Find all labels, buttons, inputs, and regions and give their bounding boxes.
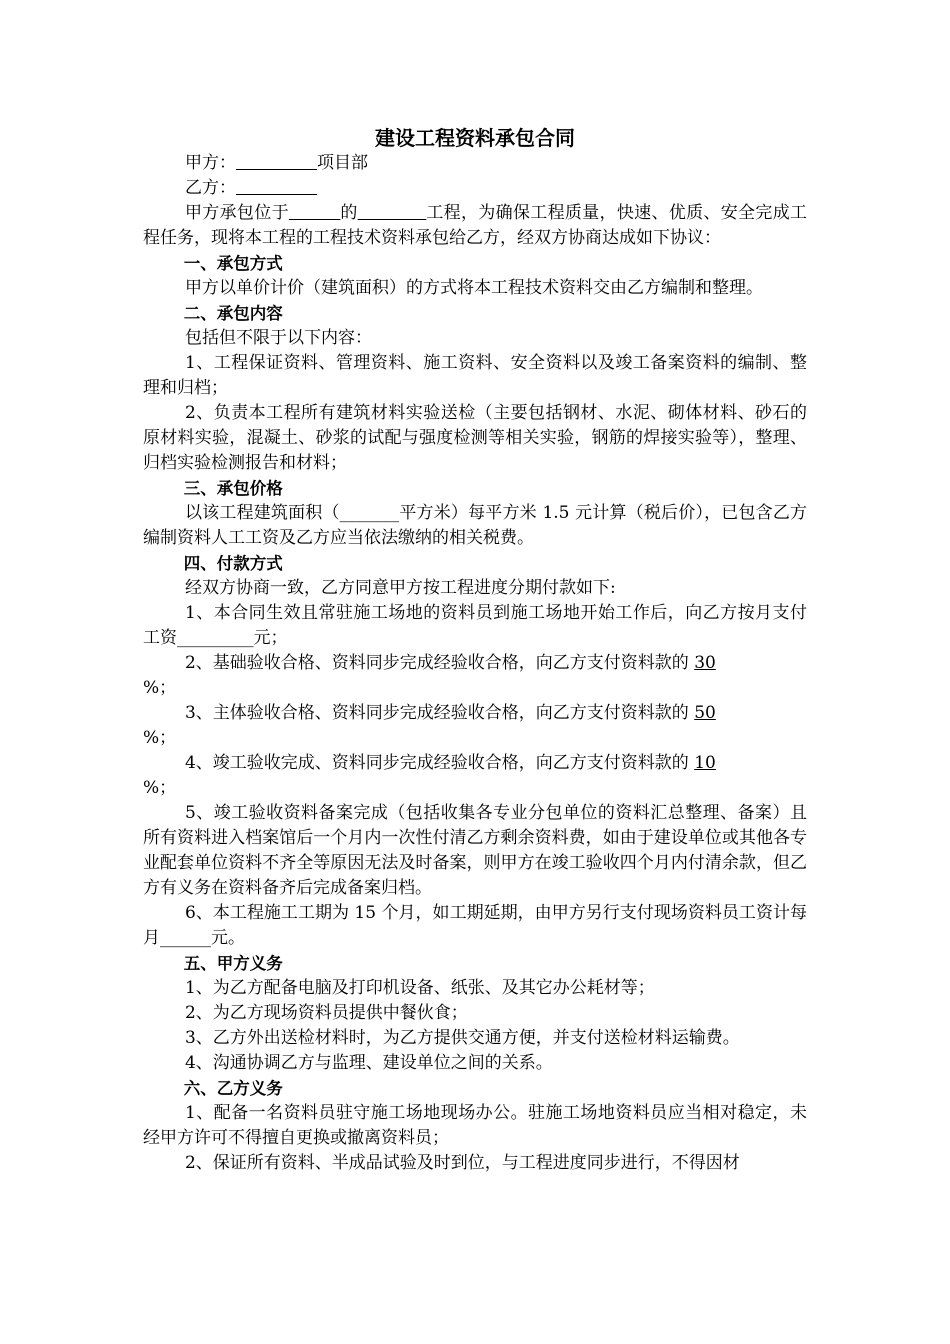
payment-item-4-text: 4、竣工验收完成、资料同步完成经验收合格，向乙方支付资料款的	[184, 753, 695, 773]
party-a-line	[143, 151, 807, 176]
payment-item-4-percent: 10	[694, 753, 716, 773]
price-text-2: 平方米）每平方米 1.5 元计算（税后价），已包含乙方编制资料人工工资及乙方应当依法缴纳的相关税费。	[143, 503, 808, 548]
project-blank	[358, 203, 427, 223]
section-1-heading: 一、承包方式	[183, 254, 283, 273]
section-5-heading: 五、甲方义务	[183, 954, 283, 973]
section-4-heading: 四、付款方式	[183, 554, 283, 573]
section-5-paragraph-3: 3、乙方外出送检材料时，为乙方提供交通方便，并支付送检材料运输费。	[184, 1028, 740, 1048]
intro-text-1: 甲方承包位于	[184, 203, 289, 223]
intro-text-2: 的	[340, 203, 358, 223]
party-b-line	[143, 176, 807, 201]
section-1-paragraph: 甲方以单价计价（建筑面积）的方式将本工程技术资料交由乙方编制和整理。	[184, 278, 763, 298]
section-5-paragraph-2: 2、为乙方现场资料员提供中餐伙食；	[184, 1003, 468, 1023]
payment-item-3	[143, 701, 807, 751]
party-a-suffix: 项目部	[317, 153, 369, 173]
section-2-heading: 二、承包内容	[183, 304, 283, 323]
payment-item-4-unit: %；	[143, 778, 177, 798]
payment-item-1-text: 1、本合同生效且常驻施工场地的资料员到施工场地开始工作后，向乙方按月支付工资	[143, 603, 807, 648]
payment-item-5: 5、竣工验收资料备案完成（包括收集各专业分包单位的资料汇总整理、备案）且所有资料进入档案馆后一个月内一次性付清乙方剩余资料费，如由于建设单位或其他各专业配套单位资料不齐全等原因无法及时备案，则甲方在竣工验收四个月内付清余款，但乙方有义务在资料备齐后完成备案归档。	[143, 803, 807, 898]
section-2-paragraph-3: 2、负责本工程所有建筑材料实验送检（主要包括钢材、水泥、砌体材料、砂石的原材料实验，混凝土、砂浆的试配与强度检测等相关实验，钢筋的焊接实验等），整理、归档实验检测报告和材料；	[143, 403, 807, 473]
monthly-wage-blank: _________	[177, 628, 254, 648]
payment-item-3-text: 3、主体验收合格、资料同步完成经验收合格，向乙方支付资料款的	[184, 703, 695, 723]
payment-item-2-text: 2、基础验收合格、资料同步完成经验收合格，向乙方支付资料款的	[184, 653, 695, 673]
section-2-paragraph-1: 包括但不限于以下内容：	[184, 328, 372, 348]
section-3-heading: 三、承包价格	[183, 479, 283, 498]
section-4-paragraph-1: 经双方协商一致，乙方同意甲方按工程进度分期付款如下:	[184, 578, 616, 598]
payment-item-4	[143, 751, 807, 801]
payment-item-6	[143, 901, 807, 951]
section-6-heading: 六、乙方义务	[183, 1079, 283, 1098]
section-6-paragraph-2: 2、保证所有资料、半成品试验及时到位，与工程进度同步进行，不得因材	[184, 1153, 740, 1173]
payment-item-2	[143, 651, 807, 701]
section-6-paragraph-1: 1、配备一名资料员驻守施工场地现场办公。驻施工场地资料员应当相对稳定，未经甲方许可不得擅自更换或撤离资料员；	[143, 1103, 807, 1148]
price-text-1: 以该工程建筑面积（	[184, 503, 340, 523]
section-3-paragraph	[143, 501, 807, 551]
payment-item-6-unit: 元。	[211, 928, 245, 948]
payment-item-3-percent: 50	[694, 703, 716, 723]
party-a-blank	[236, 153, 317, 173]
section-5-paragraph-1: 1、为乙方配备电脑及打印机设备、纸张、及其它办公耗材等；	[184, 978, 655, 998]
payment-item-1	[143, 601, 807, 651]
payment-item-3-unit: %；	[143, 728, 177, 748]
area-blank: _______	[339, 503, 400, 523]
payment-item-2-unit: %；	[143, 678, 177, 698]
party-b-label: 乙方：	[184, 178, 236, 198]
page-title: 建设工程资料承包合同	[375, 126, 575, 150]
intro-text-3: 工程，为确保工程质量，快速、优质、安全完成工程任务，现将本工程的工程技术资料承包给乙方，经双方协商达成如下协议：	[143, 203, 808, 248]
extension-wage-blank: ______	[160, 928, 211, 948]
party-a-label: 甲方：	[184, 153, 236, 173]
party-b-blank	[236, 178, 317, 198]
section-5-paragraph-4: 4、沟通协调乙方与监理、建设单位之间的关系。	[184, 1053, 553, 1073]
payment-item-6-text: 6、本工程施工工期为 15 个月，如工期延期，由甲方另行支付现场资料员工资计每月	[143, 903, 807, 948]
payment-item-1-unit: 元；	[253, 628, 288, 648]
payment-item-2-percent: 30	[694, 653, 716, 673]
intro-paragraph	[143, 201, 807, 251]
section-2-paragraph-2: 1、工程保证资料、管理资料、施工资料、安全资料以及竣工备案资料的编制、整理和归档；	[143, 353, 807, 398]
contract-body	[143, 151, 807, 1176]
location-blank	[289, 203, 340, 223]
